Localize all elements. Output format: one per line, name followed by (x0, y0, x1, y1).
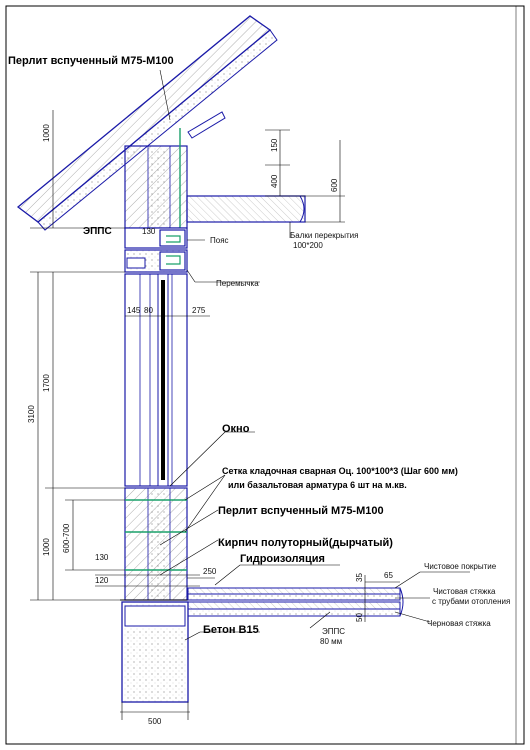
window-label: Окно (222, 423, 250, 435)
dim-600-700: 600-700 (62, 523, 71, 553)
floor-beam (187, 196, 305, 222)
epps-bottom-size: 80 мм (320, 637, 343, 646)
beams-label: Балки перекрытия (290, 231, 359, 240)
beams-size: 100*200 (293, 241, 323, 250)
lintel (125, 250, 187, 272)
epps-left-label: ЭППС (83, 226, 112, 237)
perlite-top-label: Перлит вспученный М75-М100 (8, 55, 174, 67)
lower-wall (125, 488, 187, 600)
rough-screed-label: Черновая стяжка (427, 619, 491, 628)
dim-400: 400 (270, 174, 279, 188)
dim-65: 65 (384, 571, 393, 580)
perlite-bottom-label: Перлит вспученный М75-М100 (218, 505, 384, 517)
brick-label: Кирпич полуторный(дырчатый) (218, 537, 393, 549)
epps-bottom-label: ЭППС (322, 627, 346, 636)
dim-3100: 3100 (27, 405, 36, 423)
belt-label: Пояс (210, 236, 229, 245)
mesh-label-line2: или базальтовая арматура 6 шт на м.кв. (228, 480, 407, 490)
dim-1700: 1700 (42, 374, 51, 392)
sheet-border (6, 6, 524, 744)
dim-80: 80 (144, 306, 153, 315)
concrete-label: Бетон В15 (203, 624, 259, 636)
dim-130-top: 130 (142, 227, 156, 236)
dim-600: 600 (330, 178, 339, 192)
dim-1000-bottom: 1000 (42, 538, 51, 556)
dim-130-bottom: 130 (95, 553, 109, 562)
finish-screed-pipes-label: с трубами отопления (432, 597, 511, 606)
dim-120: 120 (95, 576, 109, 585)
floor-layers (188, 588, 403, 616)
dim-150: 150 (270, 138, 279, 152)
dim-35: 35 (355, 573, 364, 582)
dim-275: 275 (192, 306, 206, 315)
sheet-frame-right (516, 6, 524, 744)
belt-beam (125, 228, 187, 248)
dim-50: 50 (355, 613, 364, 622)
dim-1000-top: 1000 (42, 124, 51, 142)
finish-cover-label: Чистовое покрытие (424, 562, 497, 571)
dim-250: 250 (203, 567, 217, 576)
waterproofing-label: Гидроизоляция (240, 553, 325, 565)
foundation (122, 602, 188, 702)
dim-500: 500 (148, 717, 162, 726)
mesh-label-line1: Сетка кладочная сварная Оц. 100*100*3 (Шаг 600 мм) (222, 466, 458, 476)
lintel-label: Перемычка (216, 279, 259, 288)
finish-screed-label: Чистовая стяжка (433, 587, 496, 596)
dim-145: 145 (127, 306, 141, 315)
